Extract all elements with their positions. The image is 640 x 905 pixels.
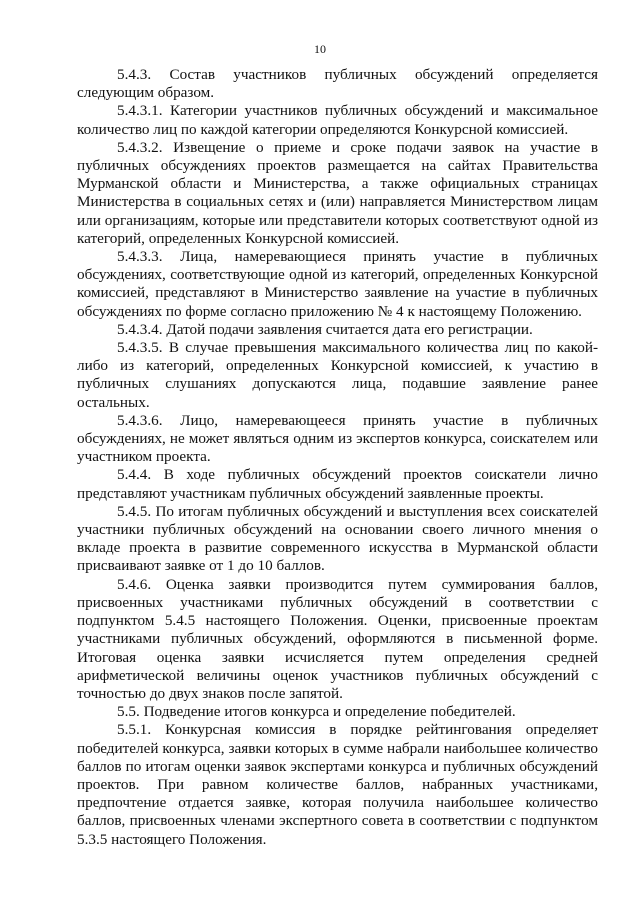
paragraph-5-4-5: 5.4.5. По итогам публичных обсуждений и выступления всех соискателей участники публичных обсуждений на основании своего личного мнения о вкладе проекта в развитие современного искусства в Мурманской области присваивают заявке от 1 до 10 баллов. bbox=[77, 502, 598, 575]
page-number: 10 bbox=[314, 42, 326, 56]
paragraph-5-4-3-5: 5.4.3.5. В случае превышения максимального количества лиц по какой-либо из категорий, определенных Конкурсной комиссией, к участию в публичных слушаниях допускаются лица, подавшие заявление ранее остальных. bbox=[77, 339, 598, 411]
paragraph-5-4-3-3: 5.4.3.3. Лица, намеревающиеся принять участие в публичных обсуждениях, соответствующие одной из категорий, определенных Конкурсной комиссией, представляют в Министерство заявление на участие в публичных обсуждениях по форме согласно приложению № 4 к настоящему Положению. bbox=[77, 248, 598, 320]
paragraph-5-4-3-6: 5.4.3.6. Лицо, намеревающееся принять участие в публичных обсуждениях, не может являться одним из экспертов конкурса, соискателем или участником проекта. bbox=[77, 411, 598, 466]
document-body bbox=[77, 66, 598, 849]
paragraph-5-4-3-4: 5.4.3.4. Датой подачи заявления считается дата его регистрации. bbox=[117, 320, 533, 338]
paragraph-5-5-1: 5.5.1. Конкурсная комиссия в порядке рейтингования определяет победителей конкурса, заявки которых в сумме набрали наибольшее количество баллов по итогам оценки заявок экспертами конкурса и публичных обсуждений проектов. При равном количестве баллов, набранных участниками, предпочтение отдается заявке, которая получила наибольшее количество баллов, присвоенных членами экспертного совета в соответствии с подпунктом 5.3.5 настоящего Положения. bbox=[77, 721, 598, 848]
paragraph-5-4-3: 5.4.3. Состав участников публичных обсуждений определяется следующим образом. bbox=[77, 66, 598, 102]
paragraph-5-4-6: 5.4.6. Оценка заявки производится путем суммирования баллов, присвоенных участниками публичных обсуждений в соответствии с подпунктом 5.4.5 настоящего Положения. Оценки, присвоенные проектам участниками публичных обсуждений, оформляются в письменной форме. Итоговая оценка заявки исчисляется путем определения средней арифметической величины оценок участников публичных обсуждений с точностью до двух знаков после запятой. bbox=[77, 575, 598, 702]
paragraph-5-5: 5.5. Подведение итогов конкурса и определение победителей. bbox=[117, 703, 516, 721]
paragraph-5-4-3-2: 5.4.3.2. Извещение о приеме и сроке подачи заявок на участие в публичных обсуждениях проектов размещается на сайтах Правительства Мурманской области и Министерства, а также официальных страницах Министерства в социальных сетях и (или) направляется Министерством лицам или организациям, которые или представители которых соответствуют одной из категорий, определенных Конкурсной комиссией. bbox=[77, 138, 598, 247]
paragraph-5-4-3-1: 5.4.3.1. Категории участников публичных обсуждений и максимальное количество лиц по каждой категории определяются Конкурсной комиссией. bbox=[77, 102, 598, 138]
paragraph-5-4-4: 5.4.4. В ходе публичных обсуждений проектов соискатели лично представляют участникам публичных обсуждений заявленные проекты. bbox=[77, 466, 598, 502]
